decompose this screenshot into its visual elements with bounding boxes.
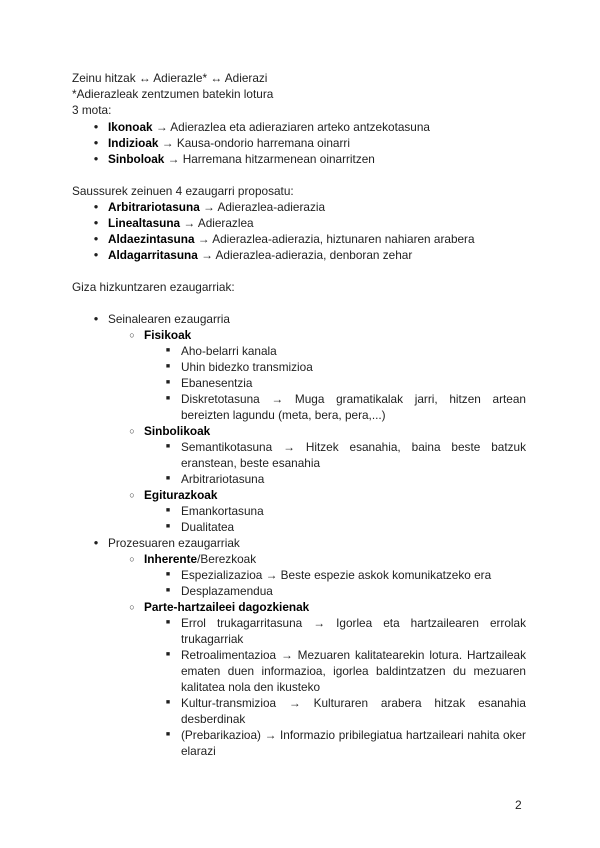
saussure-item: Aldagarritasuna → Adierazlea-adierazia, denboran zehar (108, 248, 413, 262)
saussure-item: Linealtasuna → Adierazlea (108, 216, 254, 230)
bullet-square-icon: ■ (165, 395, 171, 402)
bullet-square-icon: ■ (165, 699, 171, 706)
bullet-circle-icon: ○ (129, 602, 135, 612)
list-item: Aho-belarri kanala (181, 344, 277, 358)
list-item: Diskretotasuna → Muga gramatikalak jarri, hitzen artean bereizten lagundu (meta, bera, pera,...) (181, 392, 526, 422)
bullet-circle-icon: ○ (129, 554, 135, 564)
bullet-disc-icon: ● (93, 234, 99, 243)
type-item: Ikonoak → Adierazlea eta adieraziaren arteko antzekotasuna (108, 120, 430, 134)
list-item: Uhin bidezko transmizioa (181, 360, 313, 374)
type-item: Sinboloak → Harremana hitzarmenean oinarritzen (108, 152, 375, 166)
prozesu-label: Prozesuaren ezaugarriak (108, 536, 240, 550)
list-item: Arbitrariotasuna (181, 472, 265, 486)
sinbolikoak-label: Sinbolikoak (144, 424, 211, 438)
list-item: Dualitatea (181, 520, 235, 534)
bullet-square-icon: ■ (165, 363, 171, 370)
intro-line-3: 3 mota: (72, 103, 112, 117)
bullet-disc-icon: ● (93, 202, 99, 211)
page-number: 2 (515, 798, 522, 812)
giza-heading: Giza hizkuntzaren ezaugarriak: (72, 280, 235, 294)
saussure-item: Aldaezintasuna → Adierazlea-adierazia, hiztunaren nahiaren arabera (108, 232, 475, 246)
seinale-label: Seinalearen ezaugarria (108, 312, 230, 326)
inherente-label: Inherente/Berezkoak (144, 552, 257, 566)
bullet-square-icon: ■ (165, 443, 171, 450)
bullet-circle-icon: ○ (129, 426, 135, 436)
bullet-square-icon: ■ (165, 587, 171, 594)
list-item: Kultur-transmizioa → Kulturaren arabera hitzak esanahia desberdinak (181, 696, 526, 726)
bullet-square-icon: ■ (165, 379, 171, 386)
bullet-circle-icon: ○ (129, 490, 135, 500)
type-item: Indizioak → Kausa-ondorio harremana oinarri (108, 136, 350, 150)
bullet-disc-icon: ● (93, 314, 99, 323)
intro-line-2: *Adierazleak zentzumen batekin lotura (72, 87, 274, 101)
bullet-circle-icon: ○ (129, 330, 135, 340)
list-item: Ebanesentzia (181, 376, 253, 390)
bullet-square-icon: ■ (165, 347, 171, 354)
egiturazkoak-label: Egiturazkoak (144, 488, 218, 502)
list-item: Errol trukagarritasuna → Igorlea eta hartzailearen errolak trukagarriak (181, 616, 526, 646)
list-item: Retroalimentazioa → Mezuaren kalitatearekin lotura. Hartzaileak ematen duen informazioa, igorlea baldintzatzen du mezuaren kalitatea nola den ikusteko (181, 648, 526, 694)
list-item: (Prebarikazioa) → Informazio pribilegiatua hartzaileari nahita oker elarazi (181, 728, 526, 758)
bullet-square-icon: ■ (165, 571, 171, 578)
parte-label: Parte-hartzaileei dagozkienak (144, 600, 310, 614)
bullet-square-icon: ■ (165, 619, 171, 626)
list-item: Desplazamendua (181, 584, 273, 598)
bullet-disc-icon: ● (93, 138, 99, 147)
saussure-heading: Saussurek zeinuen 4 ezaugarri proposatu: (72, 184, 294, 198)
bullet-square-icon: ■ (165, 651, 171, 658)
bullet-square-icon: ■ (165, 507, 171, 514)
bullet-disc-icon: ● (93, 122, 99, 131)
list-item: Espezializazioa → Beste espezie askok komunikatzeko era (181, 568, 492, 582)
bullet-disc-icon: ● (93, 218, 99, 227)
list-item: Semantikotasuna → Hitzek esanahia, baina beste batzuk eranstean, beste esanahia (181, 440, 526, 470)
fisikoak-label: Fisikoak (144, 328, 192, 342)
intro-line-1: Zeinu hitzak ↔ Adierazle* ↔ Adierazi (72, 71, 268, 85)
bullet-disc-icon: ● (93, 538, 99, 547)
bullet-disc-icon: ● (93, 250, 99, 259)
bullet-disc-icon: ● (93, 154, 99, 163)
list-item: Emankortasuna (181, 504, 264, 518)
bullet-square-icon: ■ (165, 523, 171, 530)
bullet-square-icon: ■ (165, 731, 171, 738)
saussure-item: Arbitrariotasuna → Adierazlea-adierazia (108, 200, 326, 214)
bullet-square-icon: ■ (165, 475, 171, 482)
